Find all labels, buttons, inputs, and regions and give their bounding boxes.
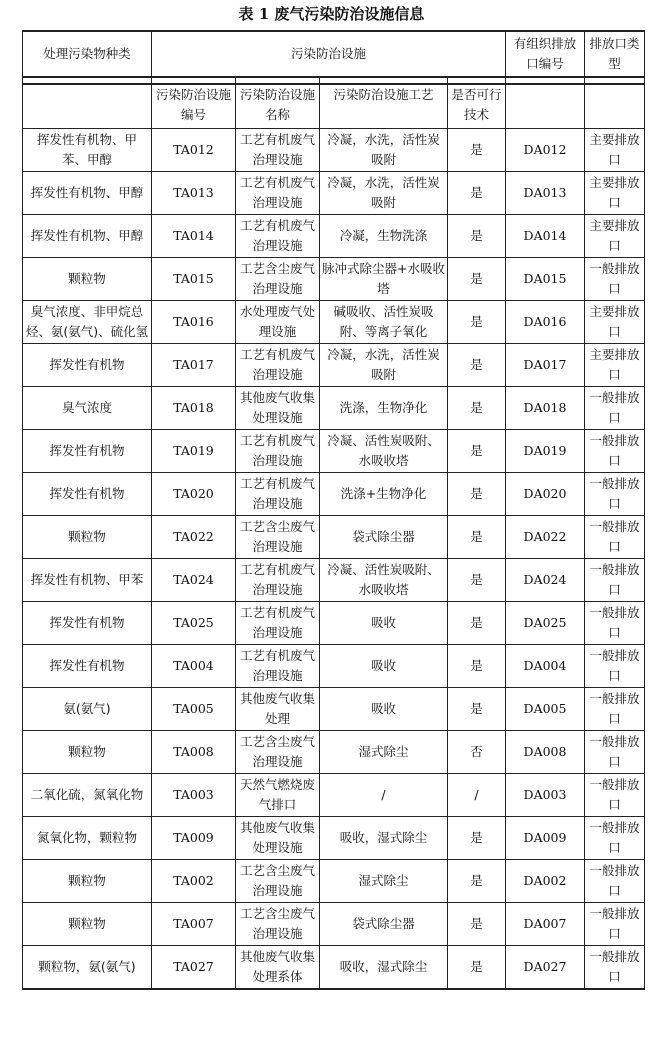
feasible-cell: 是 [448, 602, 506, 645]
facility-code-cell: TA008 [152, 731, 236, 774]
outlet-type-cell: 一般排放口 [585, 817, 645, 860]
feasible-cell: 是 [448, 430, 506, 473]
table-row [23, 688, 645, 731]
table-row [23, 129, 645, 172]
outlet-code-cell: DA027 [506, 946, 585, 990]
facility-code-cell: TA019 [152, 430, 236, 473]
table-row [23, 645, 645, 688]
pollutant-cell: 氨(氨气) [23, 688, 152, 731]
process-cell: 脉冲式除尘器+水吸收塔 [320, 258, 448, 301]
process-cell: 洗涤+生物净化 [320, 473, 448, 516]
facility-code-cell: TA020 [152, 473, 236, 516]
facility-name-cell: 其他废气收集处理 [236, 688, 320, 731]
facility-name-cell: 其他废气收集处理设施 [236, 817, 320, 860]
feasible-cell: / [448, 774, 506, 817]
pollutant-cell: 挥发性有机物 [23, 344, 152, 387]
table-row [23, 731, 645, 774]
feasible-cell: 是 [448, 860, 506, 903]
pollutant-cell: 颗粒物 [23, 903, 152, 946]
pollutant-cell: 挥发性有机物、甲苯 [23, 559, 152, 602]
facility-code-cell: TA007 [152, 903, 236, 946]
facility-name-cell: 其他废气收集处理系体 [236, 946, 320, 990]
facility-name-cell: 水处理废气处理设施 [236, 301, 320, 344]
feasible-cell: 是 [448, 559, 506, 602]
outlet-code-cell: DA016 [506, 301, 585, 344]
outlet-code-cell: DA020 [506, 473, 585, 516]
table-row [23, 516, 645, 559]
facility-name-cell: 工艺有机废气治理设施 [236, 645, 320, 688]
facility-code-cell: TA025 [152, 602, 236, 645]
facility-name-cell: 工艺有机废气治理设施 [236, 344, 320, 387]
pollutant-cell: 氮氧化物，颗粒物 [23, 817, 152, 860]
subheader-code: 污染防治设施编号 [152, 84, 236, 129]
feasible-cell: 否 [448, 731, 506, 774]
table-row [23, 172, 645, 215]
outlet-type-cell: 一般排放口 [585, 774, 645, 817]
process-cell: 洗涤，生物净化 [320, 387, 448, 430]
process-cell: 湿式除尘 [320, 860, 448, 903]
facility-code-cell: TA027 [152, 946, 236, 990]
process-cell: 袋式除尘器 [320, 903, 448, 946]
facility-name-cell: 工艺有机废气治理设施 [236, 430, 320, 473]
pollutant-cell: 挥发性有机物、甲醇 [23, 172, 152, 215]
feasible-cell: 是 [448, 688, 506, 731]
pollutant-cell: 颗粒物，氨(氨气) [23, 946, 152, 990]
outlet-type-cell: 一般排放口 [585, 946, 645, 990]
outlet-type-cell: 主要排放口 [585, 215, 645, 258]
table-row [23, 301, 645, 344]
process-cell: 袋式除尘器 [320, 516, 448, 559]
facility-name-cell: 工艺有机废气治理设施 [236, 473, 320, 516]
facility-name-cell: 工艺含尘废气治理设施 [236, 903, 320, 946]
outlet-code-cell: DA019 [506, 430, 585, 473]
feasible-cell: 是 [448, 129, 506, 172]
outlet-code-cell: DA002 [506, 860, 585, 903]
outlet-type-cell: 主要排放口 [585, 172, 645, 215]
outlet-type-cell: 一般排放口 [585, 473, 645, 516]
process-cell: 吸收 [320, 602, 448, 645]
table-row [23, 774, 645, 817]
facility-code-cell: TA018 [152, 387, 236, 430]
process-cell: 吸收，湿式除尘 [320, 946, 448, 990]
outlet-type-cell: 一般排放口 [585, 860, 645, 903]
outlet-type-cell: 主要排放口 [585, 344, 645, 387]
outlet-code-cell: DA012 [506, 129, 585, 172]
process-cell: 吸收，湿式除尘 [320, 817, 448, 860]
facility-name-cell: 工艺有机废气治理设施 [236, 215, 320, 258]
outlet-code-cell: DA008 [506, 731, 585, 774]
outlet-type-cell: 一般排放口 [585, 731, 645, 774]
header-facility: 污染防治设施 [152, 31, 506, 77]
outlet-type-cell: 主要排放口 [585, 129, 645, 172]
process-cell: 冷凝、活性炭吸附、水吸收塔 [320, 559, 448, 602]
process-cell: 湿式除尘 [320, 731, 448, 774]
table-row [23, 215, 645, 258]
outlet-code-cell: DA009 [506, 817, 585, 860]
subheader-process: 污染防治设施工艺 [320, 84, 448, 129]
outlet-type-cell: 一般排放口 [585, 645, 645, 688]
table-row [23, 473, 645, 516]
pollutant-cell: 颗粒物 [23, 258, 152, 301]
outlet-code-cell: DA004 [506, 645, 585, 688]
facility-code-cell: TA009 [152, 817, 236, 860]
facility-code-cell: TA013 [152, 172, 236, 215]
facility-code-cell: TA003 [152, 774, 236, 817]
outlet-code-cell: DA025 [506, 602, 585, 645]
outlet-type-cell: 一般排放口 [585, 258, 645, 301]
pollutant-cell: 挥发性有机物 [23, 602, 152, 645]
header-outlet-code: 有组织排放口编号 [506, 31, 585, 77]
table-row [23, 258, 645, 301]
pollutant-cell: 颗粒物 [23, 860, 152, 903]
facility-name-cell: 工艺有机废气治理设施 [236, 559, 320, 602]
facility-code-cell: TA022 [152, 516, 236, 559]
subheader-empty-3 [585, 84, 645, 129]
facility-name-cell: 工艺有机废气治理设施 [236, 129, 320, 172]
facility-name-cell: 工艺含尘废气治理设施 [236, 860, 320, 903]
pollutant-cell: 颗粒物 [23, 516, 152, 559]
feasible-cell: 是 [448, 817, 506, 860]
feasible-cell: 是 [448, 903, 506, 946]
facility-name-cell: 工艺有机废气治理设施 [236, 172, 320, 215]
feasible-cell: 是 [448, 172, 506, 215]
facility-code-cell: TA016 [152, 301, 236, 344]
pollutant-cell: 挥发性有机物 [23, 473, 152, 516]
outlet-code-cell: DA018 [506, 387, 585, 430]
facility-name-cell: 其他废气收集处理设施 [236, 387, 320, 430]
table-title: 表 1 废气污染防治设施信息 [238, 5, 425, 23]
facility-code-cell: TA017 [152, 344, 236, 387]
table-row [23, 817, 645, 860]
feasible-cell: 是 [448, 645, 506, 688]
subheader-name: 污染防治设施名称 [236, 84, 320, 129]
table-row [23, 387, 645, 430]
outlet-code-cell: DA024 [506, 559, 585, 602]
table-row [23, 430, 645, 473]
outlet-code-cell: DA014 [506, 215, 585, 258]
subheader-feasible: 是否可行技术 [448, 84, 506, 129]
feasible-cell: 是 [448, 344, 506, 387]
facility-name-cell: 工艺含尘废气治理设施 [236, 258, 320, 301]
outlet-type-cell: 一般排放口 [585, 387, 645, 430]
subheader-empty [23, 84, 152, 129]
process-cell: 吸收 [320, 688, 448, 731]
subheader-empty-2 [506, 84, 585, 129]
outlet-type-cell: 一般排放口 [585, 688, 645, 731]
emission-control-table [22, 30, 645, 990]
process-cell: 冷凝，水洗，活性炭吸附 [320, 172, 448, 215]
feasible-cell: 是 [448, 387, 506, 430]
table-row [23, 860, 645, 903]
facility-code-cell: TA002 [152, 860, 236, 903]
table-row [23, 903, 645, 946]
outlet-code-cell: DA003 [506, 774, 585, 817]
outlet-type-cell: 一般排放口 [585, 430, 645, 473]
table-row [23, 559, 645, 602]
process-cell: / [320, 774, 448, 817]
outlet-type-cell: 一般排放口 [585, 602, 645, 645]
feasible-cell: 是 [448, 258, 506, 301]
outlet-type-cell: 一般排放口 [585, 516, 645, 559]
process-cell: 冷凝，水洗，活性炭吸附 [320, 129, 448, 172]
process-cell: 冷凝，生物洗涤 [320, 215, 448, 258]
feasible-cell: 是 [448, 473, 506, 516]
header-divider [23, 77, 645, 84]
header-pollutant: 处理污染物种类 [23, 31, 152, 77]
pollutant-cell: 挥发性有机物 [23, 645, 152, 688]
pollutant-cell: 臭气浓度 [23, 387, 152, 430]
feasible-cell: 是 [448, 516, 506, 559]
outlet-code-cell: DA017 [506, 344, 585, 387]
facility-code-cell: TA012 [152, 129, 236, 172]
pollutant-cell: 挥发性有机物、甲醇 [23, 215, 152, 258]
outlet-code-cell: DA022 [506, 516, 585, 559]
process-cell: 冷凝，水洗，活性炭吸附 [320, 344, 448, 387]
feasible-cell: 是 [448, 946, 506, 990]
outlet-code-cell: DA007 [506, 903, 585, 946]
table-row [23, 946, 645, 990]
header-outlet-type: 排放口类型 [585, 31, 645, 77]
facility-name-cell: 天然气燃烧废气排口 [236, 774, 320, 817]
process-cell: 碱吸收、活性炭吸附、等离子氧化 [320, 301, 448, 344]
facility-code-cell: TA015 [152, 258, 236, 301]
outlet-code-cell: DA005 [506, 688, 585, 731]
facility-code-cell: TA004 [152, 645, 236, 688]
facility-code-cell: TA005 [152, 688, 236, 731]
facility-name-cell: 工艺含尘废气治理设施 [236, 731, 320, 774]
facility-code-cell: TA014 [152, 215, 236, 258]
table-row [23, 344, 645, 387]
facility-name-cell: 工艺有机废气治理设施 [236, 602, 320, 645]
facility-code-cell: TA024 [152, 559, 236, 602]
process-cell: 吸收 [320, 645, 448, 688]
outlet-type-cell: 一般排放口 [585, 559, 645, 602]
outlet-code-cell: DA013 [506, 172, 585, 215]
outlet-code-cell: DA015 [506, 258, 585, 301]
feasible-cell: 是 [448, 301, 506, 344]
outlet-type-cell: 一般排放口 [585, 903, 645, 946]
process-cell: 冷凝、活性炭吸附、水吸收塔 [320, 430, 448, 473]
outlet-type-cell: 主要排放口 [585, 301, 645, 344]
pollutant-cell: 挥发性有机物 [23, 430, 152, 473]
table-row [23, 602, 645, 645]
pollutant-cell: 臭气浓度、非甲烷总烃、氨(氨气)、硫化氢 [23, 301, 152, 344]
pollutant-cell: 二氧化硫，氮氧化物 [23, 774, 152, 817]
pollutant-cell: 挥发性有机物、甲苯、甲醇 [23, 129, 152, 172]
facility-name-cell: 工艺含尘废气治理设施 [236, 516, 320, 559]
feasible-cell: 是 [448, 215, 506, 258]
pollutant-cell: 颗粒物 [23, 731, 152, 774]
